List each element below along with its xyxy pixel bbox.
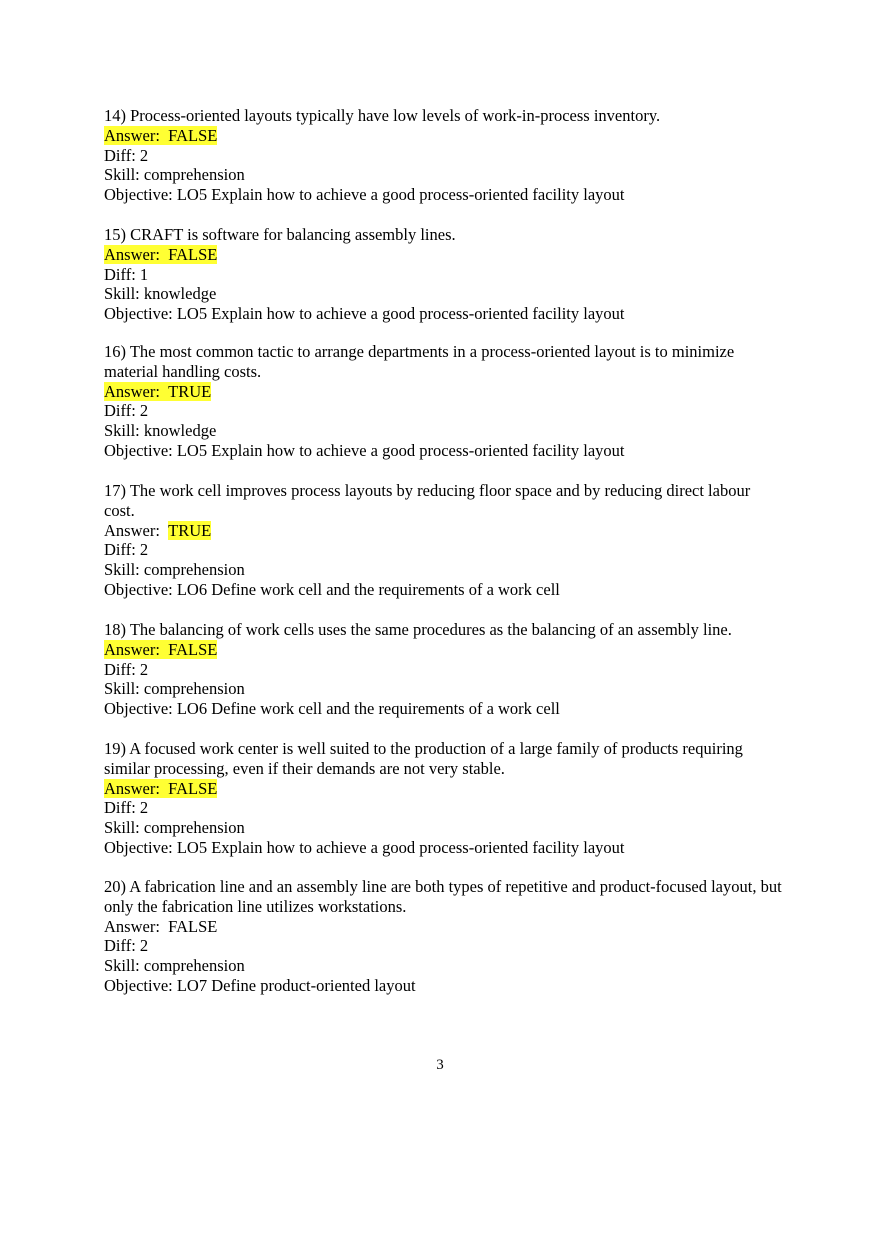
answer-line (104, 917, 784, 937)
difficulty: Diff: 2 (104, 936, 149, 956)
question-block (104, 106, 784, 205)
question-block (104, 342, 784, 461)
answer-value: FALSE (168, 244, 218, 264)
answer-line (104, 126, 784, 146)
skill: Skill: knowledge (104, 284, 217, 304)
question-text: 20) A fabrication line and an assembly line are both types of repetitive and product-focused layout, but only the fabrication line utilizes workstations. (104, 877, 782, 916)
question-block (104, 620, 784, 719)
answer-label: Answer: (104, 244, 160, 264)
answer-value: FALSE (168, 916, 218, 936)
answer-value: FALSE (168, 125, 218, 145)
question-block (104, 739, 784, 858)
page-number: 3 (436, 1057, 444, 1073)
answer-line (104, 779, 784, 799)
answer-line (104, 382, 784, 402)
answer-label: Answer: (104, 916, 160, 936)
answer-value: FALSE (168, 778, 218, 798)
objective: Objective: LO5 Explain how to achieve a good process-oriented facility layout (104, 440, 625, 460)
objective: Objective: LO7 Define product-oriented layout (104, 975, 416, 995)
objective: Objective: LO5 Explain how to achieve a good process-oriented facility layout (104, 837, 625, 857)
answer-value: TRUE (168, 381, 212, 401)
skill: Skill: comprehension (104, 818, 245, 838)
question-text: 19) A focused work center is well suited to the production of a large family of products requiring similar processing, even if their demands are not very stable. (104, 739, 743, 778)
question-text: 14) Process-oriented layouts typically have low levels of work-in-process inventory. (104, 106, 661, 125)
question-text: 16) The most common tactic to arrange departments in a process-oriented layout is to minimize material handling costs. (104, 342, 735, 381)
answer-highlight (104, 779, 217, 798)
answer-highlight (104, 640, 217, 659)
difficulty: Diff: 2 (104, 798, 149, 818)
skill: Skill: comprehension (104, 679, 245, 699)
skill: Skill: comprehension (104, 560, 245, 580)
question-text: 17) The work cell improves process layouts by reducing floor space and by reducing direct labour cost. (104, 481, 751, 520)
answer-label: Answer: (104, 639, 160, 659)
answer-line (104, 521, 784, 541)
answer-highlight (104, 126, 217, 145)
difficulty: Diff: 2 (104, 401, 149, 421)
answer-value: TRUE (168, 520, 212, 540)
answer-label: Answer: (104, 125, 160, 145)
skill: Skill: comprehension (104, 165, 245, 185)
answer-label: Answer: (104, 520, 160, 540)
objective: Objective: LO6 Define work cell and the requirements of a work cell (104, 699, 560, 719)
question-block (104, 877, 784, 996)
answer-value: FALSE (168, 639, 218, 659)
difficulty: Diff: 2 (104, 145, 149, 165)
skill: Skill: comprehension (104, 956, 245, 976)
difficulty: Diff: 1 (104, 264, 149, 284)
answer-label: Answer: (104, 778, 160, 798)
answer-highlight (104, 245, 217, 264)
question-text: 15) CRAFT is software for balancing assembly lines. (104, 225, 456, 244)
difficulty: Diff: 2 (104, 540, 149, 560)
skill: Skill: knowledge (104, 421, 217, 441)
objective: Objective: LO5 Explain how to achieve a good process-oriented facility layout (104, 304, 625, 324)
objective: Objective: LO5 Explain how to achieve a good process-oriented facility layout (104, 185, 625, 205)
question-block (104, 481, 784, 600)
answer-highlight (104, 382, 211, 401)
question-block (104, 225, 784, 324)
answer-line (104, 640, 784, 660)
answer-label: Answer: (104, 381, 160, 401)
answer-line (104, 245, 784, 265)
objective: Objective: LO6 Define work cell and the requirements of a work cell (104, 579, 560, 599)
difficulty: Diff: 2 (104, 659, 149, 679)
question-text: 18) The balancing of work cells uses the same procedures as the balancing of an assembly line. (104, 620, 732, 639)
